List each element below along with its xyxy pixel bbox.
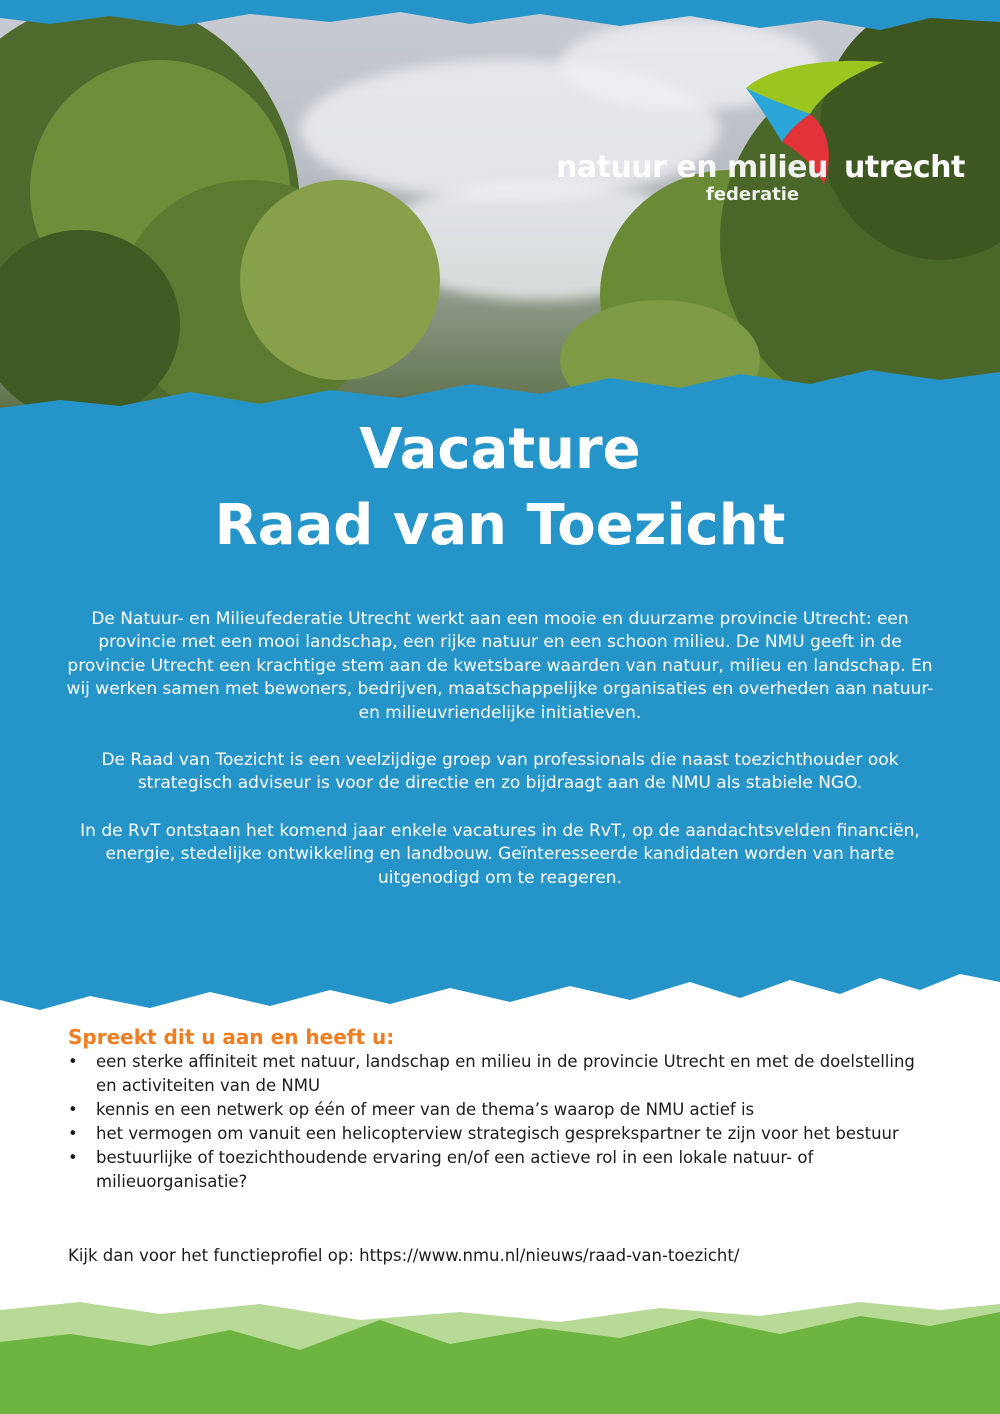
list-item	[68, 1122, 928, 1146]
list-item	[68, 1098, 928, 1122]
list-item	[68, 1146, 928, 1194]
intro-paragraph-2: De Raad van Toezicht is een veelzijdige groep van professionals die naast toezichthouder ook strategisch adviseur is voor de directie en zo bijdraagt aan de NMU als stabiele NGO.	[101, 750, 899, 794]
title-line-vacature: Vacature	[359, 417, 641, 482]
bullet-icon: •	[68, 1100, 78, 1119]
green-footer-strip	[0, 1290, 1000, 1414]
list-item-text: kennis en een netwerk op één of meer van de thema’s waarop de NMU actief is	[96, 1100, 755, 1119]
list-item-text: een sterke affiniteit met natuur, landschap en milieu in de provincie Utrecht en met de doelstelling en activiteiten van de NMU	[96, 1052, 915, 1095]
requirements-heading: Spreekt dit u aan en heeft u:	[68, 1025, 395, 1049]
profile-label: Kijk dan voor het functieprofiel op:	[68, 1246, 354, 1265]
list-item	[68, 1050, 928, 1098]
list-item-text: het vermogen om vanuit een helicopterview strategisch gesprekspartner te zijn voor het bestuur	[96, 1124, 899, 1143]
logo-subtitle: federatie	[706, 184, 800, 205]
page-title	[0, 412, 1000, 564]
bullet-icon: •	[68, 1124, 78, 1143]
profile-line	[68, 1244, 739, 1268]
torn-edge-top	[0, 0, 1000, 50]
bullet-icon: •	[68, 1052, 78, 1071]
profile-url-link[interactable]: https://www.nmu.nl/nieuws/raad-van-toezicht/	[359, 1246, 740, 1265]
nmu-logo[interactable]	[548, 58, 968, 218]
logo-name-left: natuur en milieu	[556, 150, 828, 185]
title-line-raad: Raad van Toezicht	[214, 493, 786, 558]
logo-name-right: utrecht	[844, 150, 965, 185]
bullet-icon: •	[68, 1148, 78, 1167]
intro-paragraph-1: De Natuur- en Milieufederatie Utrecht werkt aan een mooie en duurzame provincie Utrecht: een provincie met een mooi landschap, een rijke natuur en een schoon milieu. De NMU geeft in de provincie Utrecht een krachtige stem aan de kwetsbare waarden van natuur, milieu en landschap. En wij werken samen met bewoners, bedrijven, maatschappelijke organisaties en overheden aan natuur- en milieuvriendelijke initiatieven.	[66, 609, 934, 723]
requirements-list	[68, 1050, 928, 1194]
list-item-text: bestuurlijke of toezichthoudende ervaring en/of een actieve rol in een lokale natuur- of milieuorganisatie?	[96, 1148, 814, 1191]
intro-text	[60, 608, 940, 914]
intro-paragraph-3: In de RvT ontstaan het komend jaar enkele vacatures in de RvT, op de aandachtsvelden financiën, energie, stedelijke ontwikkeling en landbouw. Geïnteresseerde kandidaten worden van harte uitgenodigd om te reageren.	[80, 820, 920, 888]
